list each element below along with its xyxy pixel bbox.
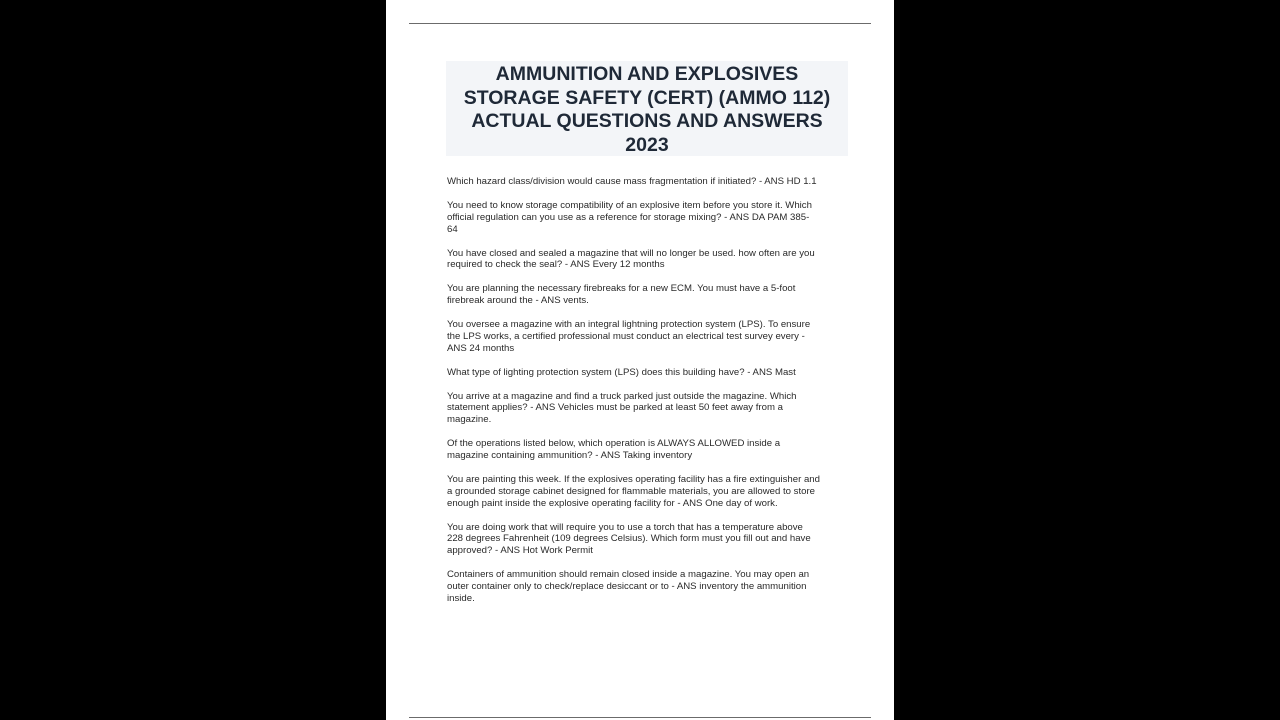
title-line: ACTUAL QUESTIONS AND ANSWERS: [471, 110, 823, 132]
title-line: 2023: [625, 133, 669, 156]
qa-text-line: Of the operations listed below, which operation is ALWAYS ALLOWED inside a: [447, 438, 781, 450]
qa-text-line: the LPS works, a certified professional must conduct an electrical test survey every -: [447, 330, 805, 342]
qa-text-line: inside.: [447, 592, 475, 604]
qa-text-line: official regulation can you use as a reference for storage mixing? - ANS DA PAM 385-: [447, 211, 810, 223]
document-page: [386, 0, 894, 720]
qa-text-line: approved? - ANS Hot Work Permit: [447, 545, 593, 557]
qa-text-line: You have closed and sealed a magazine that will no longer be used. how often are you: [447, 247, 815, 259]
qa-text-line: firebreak around the - ANS vents.: [447, 295, 589, 307]
qa-item: [447, 319, 851, 354]
qa-item: [447, 569, 851, 604]
qa-text-line: What type of lighting protection system (LPS) does this building have? - ANS Mast: [447, 366, 796, 378]
title-line: STORAGE SAFETY (CERT) (AMMO 112): [463, 86, 831, 109]
qa-text-line: You arrive at a magazine and find a truck parked just outside the magazine. Which: [447, 390, 797, 402]
qa-text-line: magazine containing ammunition? - ANS Taking inventory: [447, 450, 693, 462]
qa-text-line: magazine.: [447, 414, 492, 426]
title-banner: [446, 61, 848, 156]
qa-text-line: You are planning the necessary firebreaks for a new ECM. You must have a 5-foot: [447, 283, 796, 295]
footer-rule: [409, 717, 871, 718]
document-title: [446, 63, 848, 157]
qa-text-line: 64: [447, 223, 458, 235]
qa-text-line: Containers of ammunition should remain closed inside a magazine. You may open an: [447, 569, 810, 581]
qa-item: [447, 438, 851, 462]
qa-text-line: outer container only to check/replace desiccant or to - ANS inventory the ammunition: [447, 581, 807, 592]
qa-text-line: 228 degrees Fahrenheit (109 degrees Celsius). Which form must you fill out and have: [447, 533, 811, 545]
qa-text-line: You are doing work that will require you to use a torch that has a temperature above: [447, 521, 803, 533]
qa-item: [447, 522, 851, 557]
qa-text-line: statement applies? - ANS Vehicles must be parked at least 50 feet away from a: [447, 402, 783, 414]
qa-text-line: Which hazard class/division would cause mass fragmentation if initiated? - ANS HD 1.1: [447, 176, 817, 187]
header-rule: [409, 23, 871, 24]
question-answer-list: [447, 176, 851, 617]
qa-text-line: enough paint inside the explosive operating facility for - ANS One day of work.: [447, 497, 778, 509]
qa-item: [447, 176, 851, 188]
qa-text-line: You oversee a magazine with an integral lightning protection system (LPS). To ensure: [447, 319, 811, 331]
qa-item: [447, 283, 851, 307]
qa-text-line: You are painting this week. If the explosives operating facility has a fire extinguisher and: [447, 474, 820, 486]
qa-text-line: ANS 24 months: [447, 342, 515, 354]
qa-item: [447, 474, 851, 509]
qa-item: [447, 248, 851, 272]
title-line: AMMUNITION AND EXPLOSIVES: [495, 63, 799, 85]
qa-text-line: a grounded storage cabinet designed for flammable materials, you are allowed to store: [447, 485, 815, 497]
qa-text-line: You need to know storage compatibility of an explosive item before you store it. Which: [447, 199, 812, 211]
qa-item: [447, 367, 851, 379]
qa-text-line: required to check the seal? - ANS Every 12 months: [447, 259, 665, 271]
qa-item: [447, 200, 851, 235]
qa-item: [447, 391, 851, 426]
